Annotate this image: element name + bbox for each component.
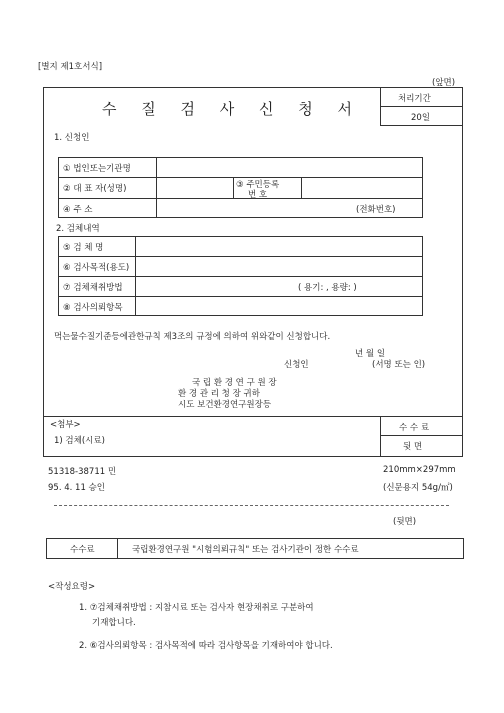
- recipient-line-1: 국 립 환 경 연 구 원 장: [192, 378, 277, 388]
- processing-value: 20일: [411, 113, 431, 123]
- recipient-line-2: 환 경 관 리 청 장 귀하: [178, 389, 260, 399]
- applicant-section-title: 1. 신청인: [54, 133, 90, 143]
- fee-backside: 뒷 면: [403, 442, 423, 452]
- separator: [54, 505, 449, 506]
- paper-type: (신문용지 54g/㎡): [383, 483, 453, 493]
- note-2: 2. ⑥검사의뢰항목 : 검사목적에 따라 검사항목을 기재하여야 합니다.: [79, 641, 333, 651]
- sample-name-label: ⑤ 검 체 명: [63, 243, 104, 253]
- form-code: 51318-38711 민: [48, 467, 117, 477]
- container-label: ( 용기: , 용량: ): [298, 283, 357, 293]
- fee-table-text: 국립환경연구원 "시험의뢰규칙" 또는 검사기관이 정한 수수료: [132, 545, 359, 555]
- note-1-cont: 기재합니다.: [92, 618, 136, 628]
- form-id: [별지 제1호서식]: [38, 62, 103, 72]
- date-line: 년 월 일: [355, 349, 386, 359]
- fee-table-label: 수수료: [70, 545, 95, 555]
- sign-note: (서명 또는 인): [372, 360, 426, 370]
- sample-section-title: 2. 검체내역: [56, 224, 100, 234]
- attachment-item: 1) 검체(시료): [54, 436, 105, 446]
- approval-date: 95. 4. 11 승인: [48, 483, 105, 493]
- id-number-label: ③ 주민등록: [236, 180, 280, 190]
- recipient-line-3: 시도 보건환경연구원장등: [178, 400, 272, 410]
- id-number-label-2: 번 호: [248, 190, 268, 200]
- purpose-label: ⑥ 검사목적(용도): [63, 263, 130, 273]
- declaration: 먹는물수질기준등에관한규칙 제3조의 규정에 의하여 위와같이 신청합니다.: [54, 332, 331, 342]
- back-label: (뒷면): [393, 517, 417, 527]
- address-label: ④ 주 소: [63, 205, 93, 215]
- processing-label: 처리기간: [398, 94, 431, 104]
- method-label: ⑦ 검체채취방법: [63, 283, 123, 293]
- signer-label: 신청인: [284, 360, 309, 370]
- notes-heading: <작성요령>: [48, 582, 96, 592]
- phone-label: (전화번호): [356, 205, 396, 215]
- form-title: 수 질 검 사 신 청 서: [102, 100, 363, 118]
- corp-name-label: ① 법인또는기관명: [63, 164, 131, 174]
- front-label: (앞면): [432, 78, 456, 88]
- fee-label: 수 수 료: [399, 423, 430, 433]
- rep-name-label: ② 대 표 자(성명): [63, 184, 127, 194]
- note-1: 1. ⑦검체채취방법 : 지참시료 또는 검사자 현장채취로 구분하여: [79, 603, 314, 613]
- test-items-label: ⑧ 검사의뢰항목: [63, 303, 123, 313]
- attachment-label: <첨부>: [50, 420, 81, 430]
- paper-size: 210mm×297mm: [383, 465, 456, 475]
